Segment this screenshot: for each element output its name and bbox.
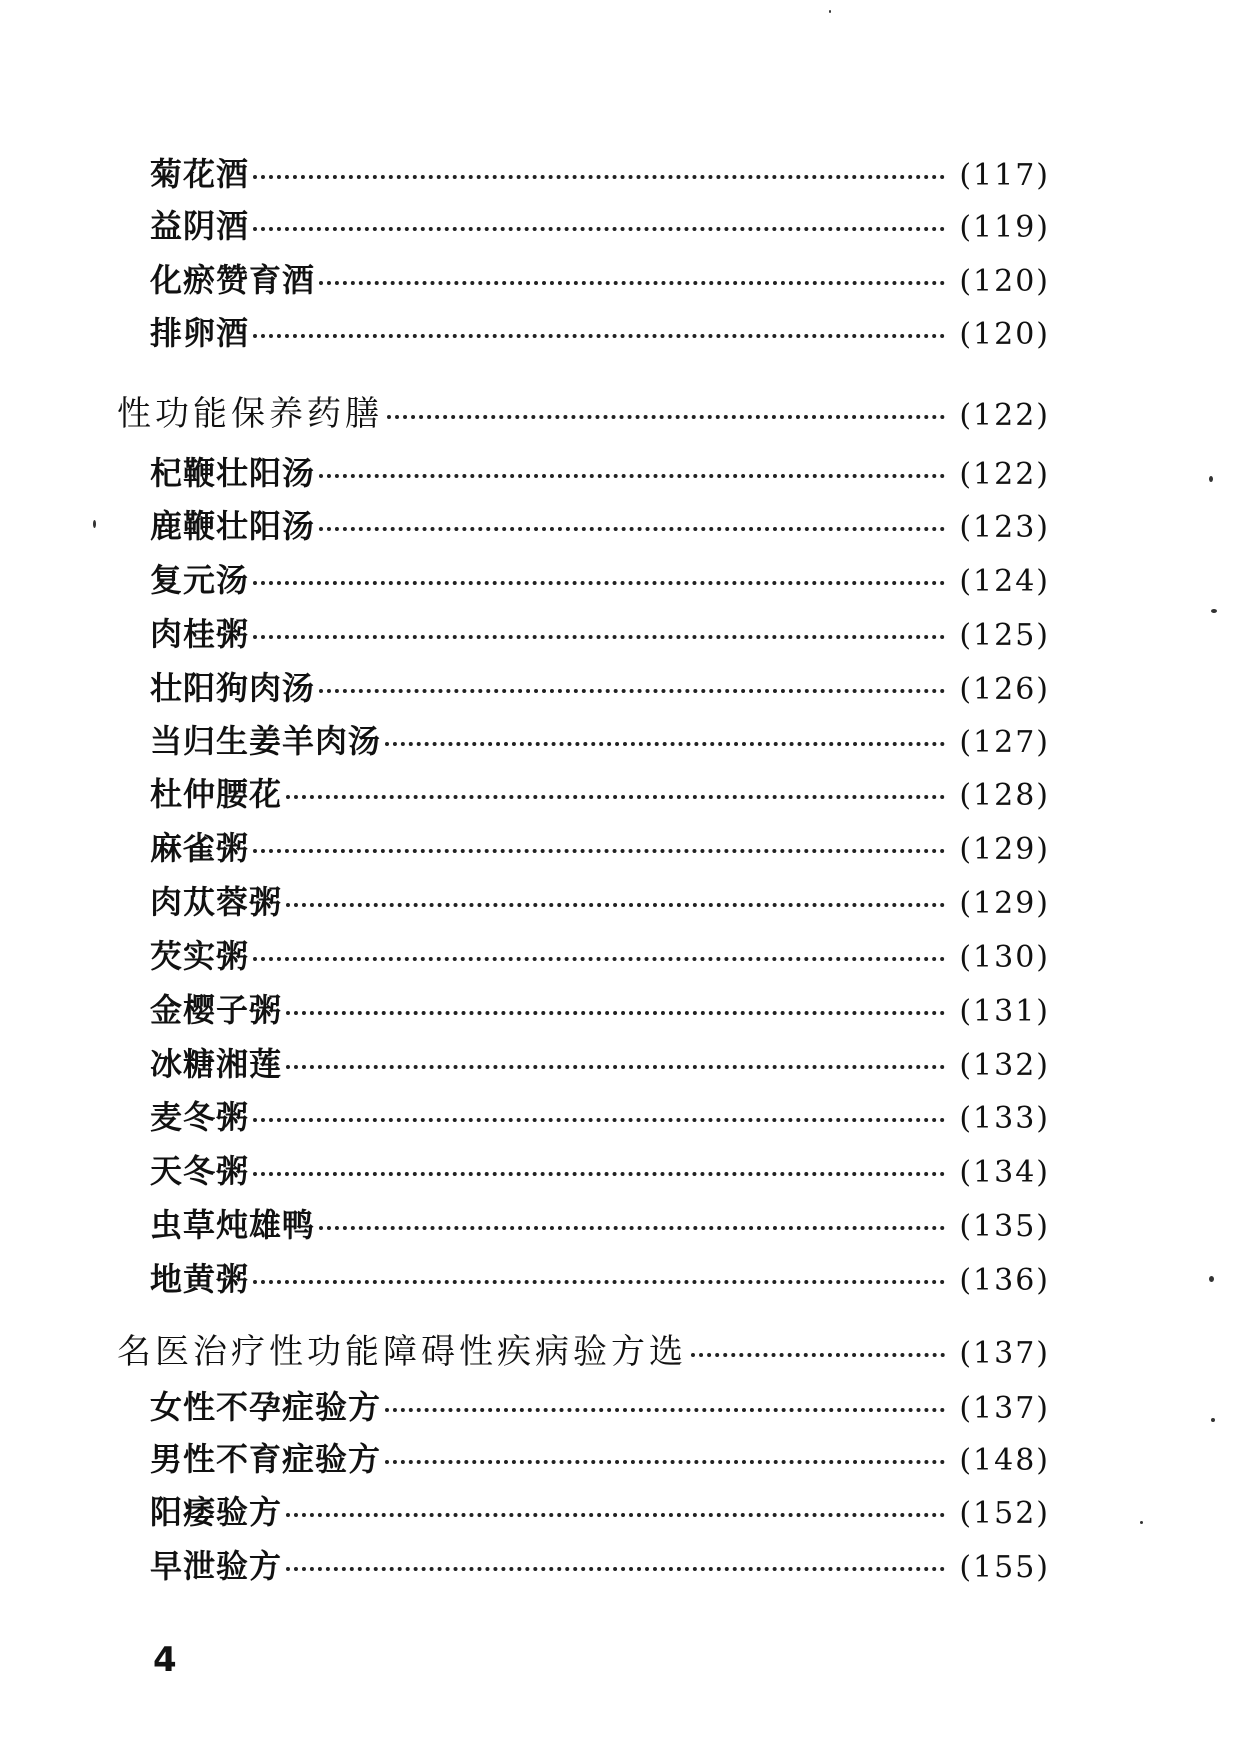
toc-item (150, 1152, 1050, 1190)
toc-title: 益阴酒 (150, 207, 250, 245)
toc-page-number: (155) (959, 1550, 1050, 1585)
toc-page-number: (131) (959, 994, 1050, 1029)
dot-leader (319, 281, 945, 285)
dot-leader (319, 1226, 945, 1230)
toc-item (150, 561, 1050, 599)
toc-item (150, 669, 1050, 707)
toc-item (150, 1493, 1050, 1531)
toc-title: 芡实粥 (150, 937, 250, 975)
toc-page-number: (129) (959, 832, 1050, 867)
toc-item (150, 1206, 1050, 1244)
toc-page-number: (119) (959, 210, 1050, 245)
toc-title: 肉苁蓉粥 (150, 883, 283, 921)
toc-section (117, 394, 1050, 434)
toc-item (150, 454, 1050, 492)
toc-title: 早泄验方 (150, 1547, 283, 1585)
toc-title: 排卵酒 (150, 314, 250, 352)
toc-page-number: (137) (959, 1336, 1050, 1371)
toc-item (150, 1547, 1050, 1585)
dot-leader (385, 1408, 945, 1412)
toc-title: 虫草炖雄鸭 (150, 1206, 316, 1244)
dot-leader (253, 1172, 945, 1176)
toc-item (150, 314, 1050, 352)
toc-page-number: (123) (959, 510, 1050, 545)
toc-item (150, 883, 1050, 921)
dot-leader (286, 795, 945, 799)
dot-leader (253, 1280, 945, 1284)
toc-title: 男性不育症验方 (150, 1440, 382, 1478)
toc-item (150, 829, 1050, 867)
toc-page-number: (136) (959, 1263, 1050, 1298)
toc-page-number: (148) (959, 1443, 1050, 1478)
toc-title: 金樱子粥 (150, 991, 283, 1029)
scan-speck (1211, 1418, 1215, 1422)
dot-leader (253, 581, 945, 585)
toc-title: 肉桂粥 (150, 615, 250, 653)
dot-leader (286, 1513, 945, 1517)
dot-leader (286, 1065, 945, 1069)
toc-page-number: (120) (959, 317, 1050, 352)
toc-item (150, 615, 1050, 653)
toc-page-number: (133) (959, 1101, 1050, 1136)
toc-title: 当归生姜羊肉汤 (150, 722, 382, 760)
toc-page-number: (127) (959, 725, 1050, 760)
toc-item (150, 155, 1050, 193)
toc-title: 鹿鞭壮阳汤 (150, 507, 316, 545)
toc-title: 冰糖湘莲 (150, 1045, 283, 1083)
dot-leader (319, 527, 945, 531)
toc-item (150, 507, 1050, 545)
toc-item (150, 991, 1050, 1029)
dot-leader (691, 1353, 945, 1357)
toc-title: 阳痿验方 (150, 1493, 283, 1531)
dot-leader (253, 175, 945, 179)
toc-item (150, 722, 1050, 760)
toc-page-number: (124) (959, 564, 1050, 599)
toc-page-number: (117) (959, 158, 1050, 193)
scan-speck (1209, 1276, 1214, 1282)
toc-title: 麦冬粥 (150, 1098, 250, 1136)
toc-page-number: (135) (959, 1209, 1050, 1244)
dot-leader (286, 1567, 945, 1571)
toc-page-number: (137) (959, 1391, 1050, 1426)
toc-item (150, 1098, 1050, 1136)
toc-item (150, 1440, 1050, 1478)
toc-page-number: (120) (959, 264, 1050, 299)
page-number: 4 (153, 1640, 177, 1680)
dot-leader (253, 227, 945, 231)
scan-speck (1209, 476, 1213, 482)
toc-title: 化瘀赞育酒 (150, 261, 316, 299)
dot-leader (385, 742, 945, 746)
dot-leader (319, 474, 945, 478)
toc-title: 壮阳狗肉汤 (150, 669, 316, 707)
toc-page-number: (132) (959, 1048, 1050, 1083)
dot-leader (253, 334, 945, 338)
toc-item (150, 1045, 1050, 1083)
toc-title: 性功能保养药膳 (117, 394, 383, 434)
dot-leader (286, 903, 945, 907)
toc-item (150, 207, 1050, 245)
toc-title: 复元汤 (150, 561, 250, 599)
toc-title: 杜仲腰花 (150, 775, 283, 813)
toc-title: 地黄粥 (150, 1260, 250, 1298)
toc-title: 女性不孕症验方 (150, 1388, 382, 1426)
toc-item (150, 937, 1050, 975)
scan-speck (829, 10, 831, 13)
dot-leader (253, 849, 945, 853)
toc-page-number: (152) (959, 1496, 1050, 1531)
toc-page-number: (122) (959, 457, 1050, 492)
toc-item (150, 775, 1050, 813)
dot-leader (253, 635, 945, 639)
toc-page-number: (130) (959, 940, 1050, 975)
toc-page-number: (122) (959, 398, 1050, 433)
dot-leader (286, 1011, 945, 1015)
toc-page-number: (126) (959, 672, 1050, 707)
toc-item (150, 1388, 1050, 1426)
toc-page-number: (128) (959, 778, 1050, 813)
toc-page-number: (134) (959, 1155, 1050, 1190)
scan-speck (1140, 1521, 1143, 1524)
toc-page-number: (125) (959, 618, 1050, 653)
toc-title: 杞鞭壮阳汤 (150, 454, 316, 492)
dot-leader (319, 689, 945, 693)
scan-speck (93, 520, 96, 528)
toc-title: 菊花酒 (150, 155, 250, 193)
dot-leader (253, 1118, 945, 1122)
toc-item (150, 1260, 1050, 1298)
toc-page-number: (129) (959, 886, 1050, 921)
dot-leader (385, 1460, 945, 1464)
toc-title: 麻雀粥 (150, 829, 250, 867)
toc-section (117, 1332, 1050, 1372)
toc-title: 名医治疗性功能障碍性疾病验方选 (117, 1332, 687, 1372)
toc-title: 天冬粥 (150, 1152, 250, 1190)
dot-leader (253, 957, 945, 961)
toc-item (150, 261, 1050, 299)
dot-leader (387, 415, 945, 419)
scan-speck (1211, 609, 1217, 613)
